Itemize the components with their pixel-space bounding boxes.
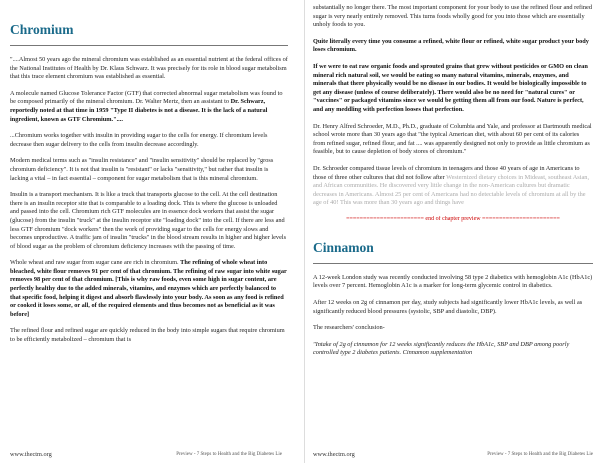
bold-block <box>313 63 593 115</box>
left-column <box>10 4 288 445</box>
heading-rule <box>313 263 593 264</box>
paragraph: "....Almost 50 years ago the mineral chromium was established as an essential nutrient at the federal offices of the National Institutes of Health by Dr. Klaus Schwarz. It was precisely for its role in blood sugar metabolism that this trace element chromium was established as essential. <box>10 56 288 81</box>
bold-quote <box>313 38 593 55</box>
left-footer <box>10 449 282 459</box>
paragraph-gtf <box>10 90 288 124</box>
right-page <box>304 0 600 463</box>
bold-refining: The refining of whole wheat into bleached, white flour removes 91 per cent of that chromium. The refining of raw sugar into white sugar removes 98 per cent of that chromium. [This is why raw foods, even some high in sugar content, are perfectly healthy due to the added minerals, vitamins, and enzymes which are perfectly balanced to that specific food, helping it digest and absorb flawlessly into your body. As soon as any food is refined or cooked it loses some, or all, of the required elements and thus becomes not as beneficial as it was before] <box>10 259 287 318</box>
paragraph-text: Dr. Schroeder compared tissue levels of chromium in teenagers and those 40 years of age in Americans to those of three other cultures that did not follow after <box>313 164 580 181</box>
paragraph-refining <box>10 259 288 319</box>
paragraph: After 12 weeks on 2g of cinnamon per day, study subjects had significantly lower HbA1c levels, as well as significantly reduced blood pressures (systolic, SBP and diastolic, DBP). <box>313 299 583 315</box>
bold-quote-text: Quite literally every time you consume a refined, white flour or refined, white sugar product your body loses chromium. <box>313 37 589 54</box>
bold-quote: Dr. Schwarz, reportedly noted at that time in 1959 "Type II diabetes is not a disease. It is the lack of a natural ingredient, known as GTF Chromium.".... <box>10 98 268 123</box>
paragraph: Modern medical terms such as "insulin resistance" and "insulin sensitivity" should be replaced by "gross chromium deficiency". It is not that insulin is "resistant" or lacks "sensitivity," but rather that insulin is lacking a vital – in fact essential – component for sugar metabolism that is this mineral chromium. <box>10 157 274 182</box>
footer-url[interactable]: www.thectm.org <box>10 450 52 458</box>
bold-block-text: If we were to eat raw organic foods and sprouted grains that grew without pesticides or GMO on clean mineral rich natural soil, we would be eating so many natural vitamins, minerals, enzymes, and minerals that there physically would be no disease in our bodies. It would be biologically impossible to get any disease (unless of course deliberately). There would also be no need for "natural cures" or "vaccines" or packaged vitamins since we would be getting them all from our food. Nature is perfect, and any meddling with perfection looses that perfection. <box>313 62 588 113</box>
cinnamon-heading: Cinnamon <box>313 239 374 255</box>
right-column <box>313 4 593 445</box>
end-of-preview-marker: ======================= end of chapter preview ======================= <box>346 215 560 222</box>
paragraph-text: Whole wheat and raw sugar from sugar cane are rich in chromium. <box>10 259 179 267</box>
paragraph: ...Chromium works together with insulin in providing sugar to the cells for energy. If chromium levels decrease then sugar delivery to the cells from insulin decrease accordingly. <box>10 132 268 148</box>
paragraph: The refined flour and refined sugar are quickly reduced in the body into simple sugars that require chromium to be efficiently metabolized – chromium that is <box>10 327 285 344</box>
paragraph: A 12-week London study was recently conducted involving 58 type 2 diabetics with hemoglobin A1c (HbA1c) levels over 7 percent. Hemoglobin A1c is a marker for long-term glycemic control in diabetics. <box>313 273 593 290</box>
paragraph-text: A molecule named Glucose Tolerance Factor (GTF) that corrected abnormal sugar metabolism was found to be composed primarily of the mineral chromium. Dr. Walter Mertz, then an assistant to <box>10 89 283 106</box>
footer-preview-label: Preview - 7 Steps to Health and the Big Diabetes Lie <box>176 451 282 457</box>
paragraph: substantially no longer there. The most important component for your body to use the refined flour and refined sugar is very nearly entirely removed. This turns foods wholly good for you into those which are essentially unholy foods to you. <box>313 4 592 29</box>
right-footer <box>313 449 593 459</box>
heading-rule <box>10 45 288 46</box>
paragraph: Insulin is a transport mechanism. It is like a truck that transports glucose to the cell. At the cell destination there is an insulin receptor site that is comparable to a loading dock. This is where the glucose is unloaded and passed into the cell. Chromium rich GTF molecules are in essence dock workers that assist the sugar (glucose) from the insulin "truck" at the insulin receptor site "loading dock" into the cell. If there are less and less GTF chromium "dock workers" then the work of providing sugar to the cells for energy slows and becomes unproductive. A traffic jam of insulin "trucks" in the blood stream results in higher and higher levels of blood sugar as the problem of chromium deficiency increases with the passing of time. <box>10 191 287 250</box>
paragraph: The researchers' conclusion- <box>313 324 385 332</box>
left-page <box>0 0 292 463</box>
chromium-heading: Chromium <box>10 22 74 37</box>
paragraph: Dr. Henry Alfred Schroeder, M.D., Ph.D., graduate of Columbia and Yale, and professor at Dartmouth medical school wrote more than 30 years ago that "the typical American diet, with about 60 per cent of its calories from refined sugar, refined flour, and fat .... was apparently designed not only to provide as little chromium as feasible, but to cause depletion of body stores of chromium." <box>313 122 592 156</box>
footer-preview-label: Preview - 7 Steps to Health and the Big Diabetes Lie <box>487 451 593 457</box>
faded-text: Westernized dietary choices in Mideast, southeast Asian, and African communities. He discovered very little change in the non-American cultures but dramatic decreases in Americans. Almost 25 per cent of Americans had no detectable levels of chromium at all by the age of 40! This was more than 30 years ago and things have <box>313 173 590 207</box>
paragraph-schroeder <box>313 165 593 208</box>
footer-url[interactable]: www.thectm.org <box>313 450 355 458</box>
quote-paragraph: "Intake of 2g of cinnamon for 12 weeks significantly reduces the HbA1c, SBP and DBP among poorly controlled type 2 diabetes patients. Cinnamon supplementation <box>313 340 570 357</box>
